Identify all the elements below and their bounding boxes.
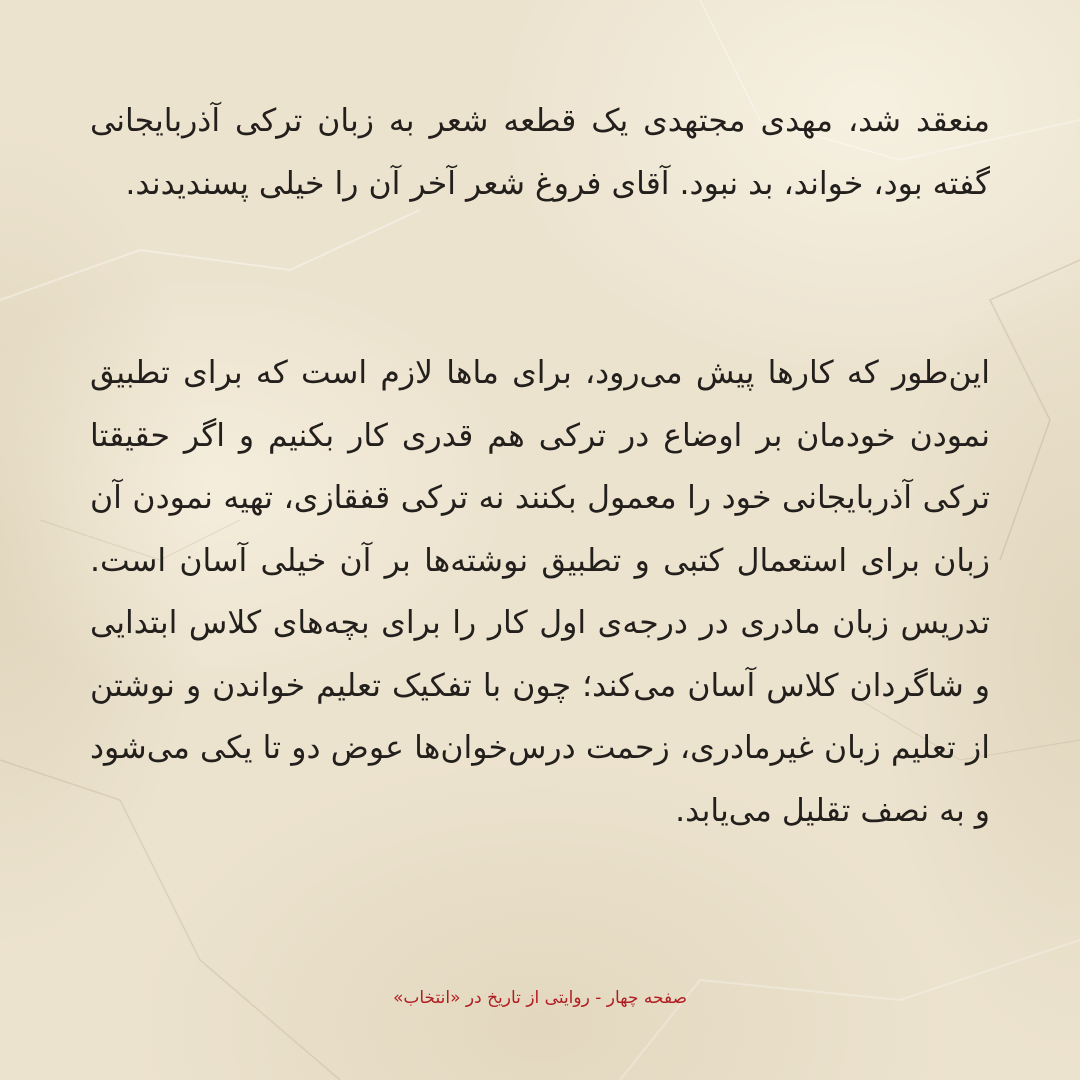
paragraph-2: این‌طور که کارها پیش می‌رود، برای ماها لازم است که برای تطبیق نمودن خودمان بر اوضاع در ترکی هم قدری کار بکنیم و اگر حقیقتا ترکی آذربایجانی خود را معمول بکنند نه ترکی قفقازی، تهیه نمودن آن زبان برای استعمال کتبی و تطبیق نوشته‌ها بر آن خیلی آسان است. تدریس زبان مادری در درجه‌ی اول کار را برای بچه‌های کلاس ابتدایی و شاگردان کلاس آسان می‌کند؛ چون با تفکیک تعلیم خواندن و نوشتن از تعلیم زبان غیرمادری، زحمت درس‌خوان‌ها عوض دو تا یکی می‌شود و به نصف تقلیل می‌یابد. bbox=[90, 355, 990, 829]
paragraph-1: منعقد شد، مهدی مجتهدی یک قطعه شعر به زبان ترکی آذربایجانی گفته بود، خواند، بد نبود. آقای فروغ شعر آخر آن را خیلی پسندیدند. bbox=[90, 103, 990, 202]
footer-caption: صفحه چهار - روایتی از تاریخ در «انتخاب» bbox=[392, 988, 688, 1008]
